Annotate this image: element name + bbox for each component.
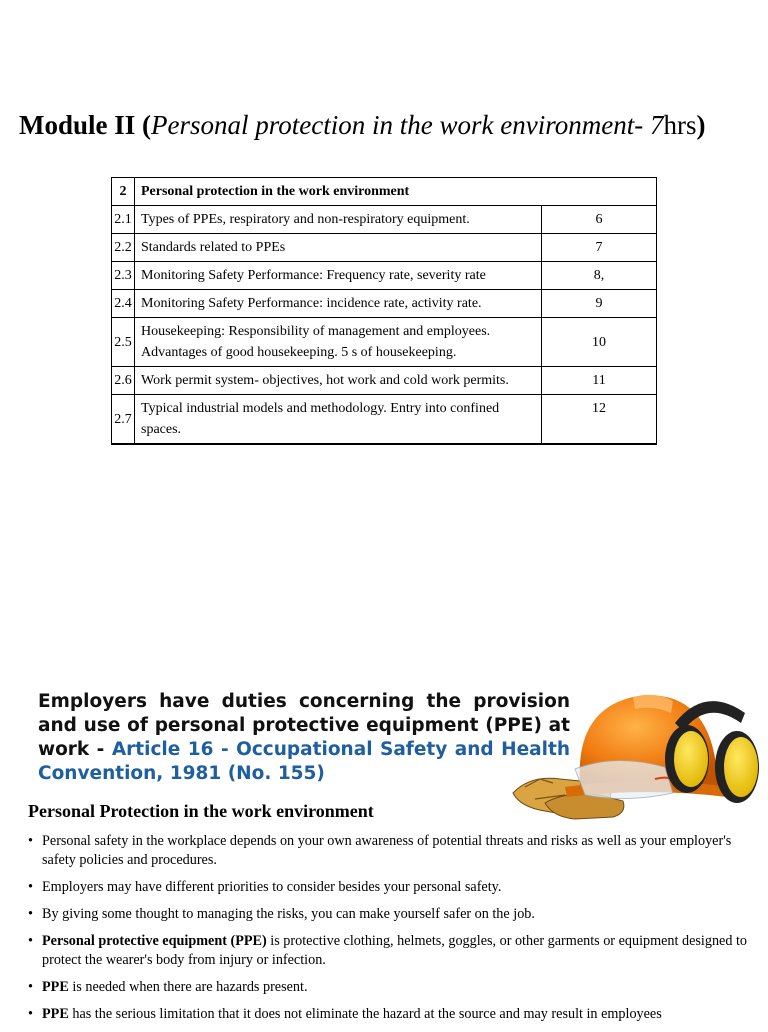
table-header-row: [112, 178, 657, 206]
table-row: [112, 395, 657, 445]
section-heading: Personal Protection in the work environment: [28, 801, 374, 821]
header-title: Personal protection in the work environment: [135, 178, 657, 206]
row-number: 2.3: [112, 262, 135, 290]
list-item: [28, 1005, 758, 1024]
list-item: [28, 978, 758, 997]
row-week: 11: [542, 367, 657, 395]
row-topic: Housekeeping: Responsibility of management and employees. Advantages of good housekeeping. 5 s of housekeeping.: [135, 318, 542, 367]
convention-reference: Article 16 - Occupational Safety and Health Convention, 1981 (No. 155): [38, 739, 570, 784]
row-topic: Types of PPEs, respiratory and non-respiratory equipment.: [135, 206, 542, 234]
row-week: 12: [542, 395, 657, 445]
bullet-text: is needed when there are hazards present.: [68, 979, 308, 995]
list-item: [28, 832, 758, 870]
row-number: 2.6: [112, 367, 135, 395]
row-week: 6: [542, 206, 657, 234]
table-row: [112, 262, 657, 290]
row-number: 2.5: [112, 318, 135, 367]
row-topic: Typical industrial models and methodology. Entry into confined spaces.: [135, 395, 542, 445]
list-item: [28, 932, 758, 970]
title-open-paren: (: [135, 110, 152, 140]
row-week: 8,: [542, 262, 657, 290]
table-row: [112, 206, 657, 234]
row-week: 7: [542, 234, 657, 262]
bullet-text: By giving some thought to managing the risks, you can make yourself safer on the job.: [42, 906, 535, 922]
row-topic: Monitoring Safety Performance: incidence rate, activity rate.: [135, 290, 542, 318]
bullet-bold: PPE: [42, 1006, 69, 1022]
row-number: 2.2: [112, 234, 135, 262]
table-row: [112, 318, 657, 367]
row-topic: Work permit system- objectives, hot work and cold work permits.: [135, 367, 542, 395]
row-week: 10: [542, 318, 657, 367]
ppe-banner-text: [38, 690, 570, 786]
bullet-bold: Personal protective equipment (PPE): [42, 933, 267, 949]
table-row: [112, 367, 657, 395]
bullet-text: has the serious limitation that it does not eliminate the hazard at the source and may result in employees: [68, 1006, 662, 1022]
header-number: 2: [112, 178, 135, 206]
row-topic: Monitoring Safety Performance: Frequency rate, severity rate: [135, 262, 542, 290]
row-topic: Standards related to PPEs: [135, 234, 542, 262]
banner-main-text: Employers have duties concerning the provision and use of personal protective equipment (PPE) at work -: [38, 691, 570, 760]
module-subtitle: Personal protection in the work environment- 7: [151, 110, 664, 140]
row-number: 2.7: [112, 395, 135, 445]
syllabus-table: [111, 177, 657, 445]
row-week: 9: [542, 290, 657, 318]
bullet-bold: PPE: [42, 979, 69, 995]
bullet-list: [28, 832, 758, 1032]
row-number: 2.4: [112, 290, 135, 318]
bullet-text: Employers may have different priorities to consider besides your personal safety.: [42, 879, 502, 895]
hours-label: hrs: [663, 110, 697, 140]
list-item: [28, 878, 758, 897]
ppe-helmet-goggles-gloves-earmuffs-icon: [505, 683, 768, 833]
title-close-paren: ): [696, 110, 706, 140]
table-row: [112, 234, 657, 262]
row-number: 2.1: [112, 206, 135, 234]
bullet-text: Personal safety in the workplace depends on your own awareness of potential threats and risks as well as your employer's safety policies and procedures.: [42, 833, 732, 868]
bullet-text: is protective clothing, helmets, goggles, or other garments or equipment designed to protect the wearer's body from injury or infection.: [42, 933, 748, 968]
module-label: Module II: [19, 110, 136, 140]
table-row: [112, 290, 657, 318]
list-item: [28, 905, 758, 924]
page-title: [19, 110, 705, 141]
